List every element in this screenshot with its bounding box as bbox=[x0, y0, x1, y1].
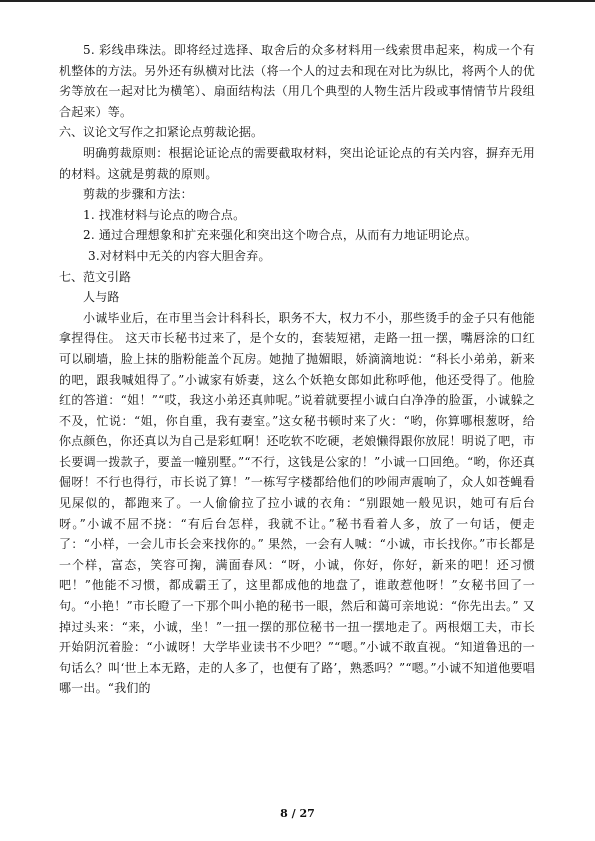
list-item-step-1: 1. 找准材料与论点的吻合点。 bbox=[83, 207, 246, 222]
list-item-step-2: 2. 通过合理想象和扩充来强化和突出这个吻合点，从而有力地证明论点。 bbox=[83, 228, 478, 243]
document-body bbox=[59, 40, 535, 699]
essay-body: 小诚毕业后，在市里当会计科科长，职务不大，权力不小，那些烫手的金子只有他能拿捏得住。 这天市长秘书过来了，是个女的，套装短裙，走路一扭一摆，嘴唇涂的口红可以刷墙，脸上抹的脂粉能盖个瓦房。她抛了抛媚眼，娇滴滴地说：“科长小弟弟，新来的吧，跟我喊姐得了。”小诚家有娇妻，这么个妖艳女郎如此称呼他，他还受得了。他脸红的答道：“姐！”“哎，我这小弟还真帅呢。”说着就要捏小诚白白净净的脸蛋，小诚躲之不及，忙说：“姐，你自重，我有妻室。”这女秘书顿时来了火：“哟，你算哪根葱呀，给你点颜色，你还真以为自己是彩虹啊！还吃软不吃硬，老娘懒得跟你放屁！明说了吧，市长要调一拨款子，要盖一幢别墅。”“不行，这钱是公家的！”小诚一口回绝。“哟，你还真倔呀！不行也得行，市长说了算！”一栋写字楼都给他们的吵闹声震响了，众人如苍蝇看见屎似的，都跑来了。一人偷偷拉了拉小诚的衣角：“别跟她一般见识，她可有后台呀。”小诚不屈不挠：“有后台怎样，我就不让。”秘书看着人多，放了一句话，便走了：“小样，一会儿市长会来找你的。” 果然，一会有人喊：“小诚，市长找你。”市长都是一个样，富态，笑容可掬，满面春风：“呀，小诚，你好，你好，新来的吧！还习惯吧！”他能不习惯，都成霸王了，这里都成他的地盘了，谁敢惹他呀！”女秘书回了一句。“小艳！”市长瞪了一下那个叫小艳的秘书一眼，然后和蔼可亲地说：“你先出去。” 又掉过头来：“来，小诚，坐！”一扭一摆的那位秘书一扭一摆地走了。两根烟工夫，市长开始阴沉着脸：“小诚呀！大学毕业读书不少吧？”“嗯。”小诚不敢直视。“知道鲁迅的一句话么？叫‘世上本无路，走的人多了，也便有了路’，熟悉吗？”“嗯。”小诚不知道他要唱哪一出。“我们的 bbox=[59, 310, 535, 696]
header-rule bbox=[0, 0, 595, 2]
essay-title: 人与路 bbox=[83, 290, 120, 305]
list-item-step-3: 3.对材料中无关的内容大胆舍弃。 bbox=[88, 248, 271, 263]
page-number: 8 / 27 bbox=[280, 807, 315, 820]
section-heading-7: 七、范文引路 bbox=[59, 269, 132, 284]
section-heading-6: 六、议论文写作之扣紧论点剪裁论据。 bbox=[59, 125, 264, 140]
paragraph-cutting-principle: 明确剪裁原则：根据论证论点的需要截取材料，突出论证论点的有关内容，摒弃无用的材料。这就是剪裁的原则。 bbox=[59, 145, 535, 181]
paragraph-steps-intro: 剪裁的步骤和方法： bbox=[83, 187, 193, 202]
paragraph-method-5: 5. 彩线串珠法。即将经过选择、取舍后的众多材料用一线索贯串起来，构成一个有机整体的方法。另外还有纵横对比法（将一个人的过去和现在对比为纵比，将两个人的优劣等放在一起对比为横笔）、扇面结构法（用几个典型的人物生活片段或事情情节片段组合起来）等。 bbox=[59, 43, 535, 119]
